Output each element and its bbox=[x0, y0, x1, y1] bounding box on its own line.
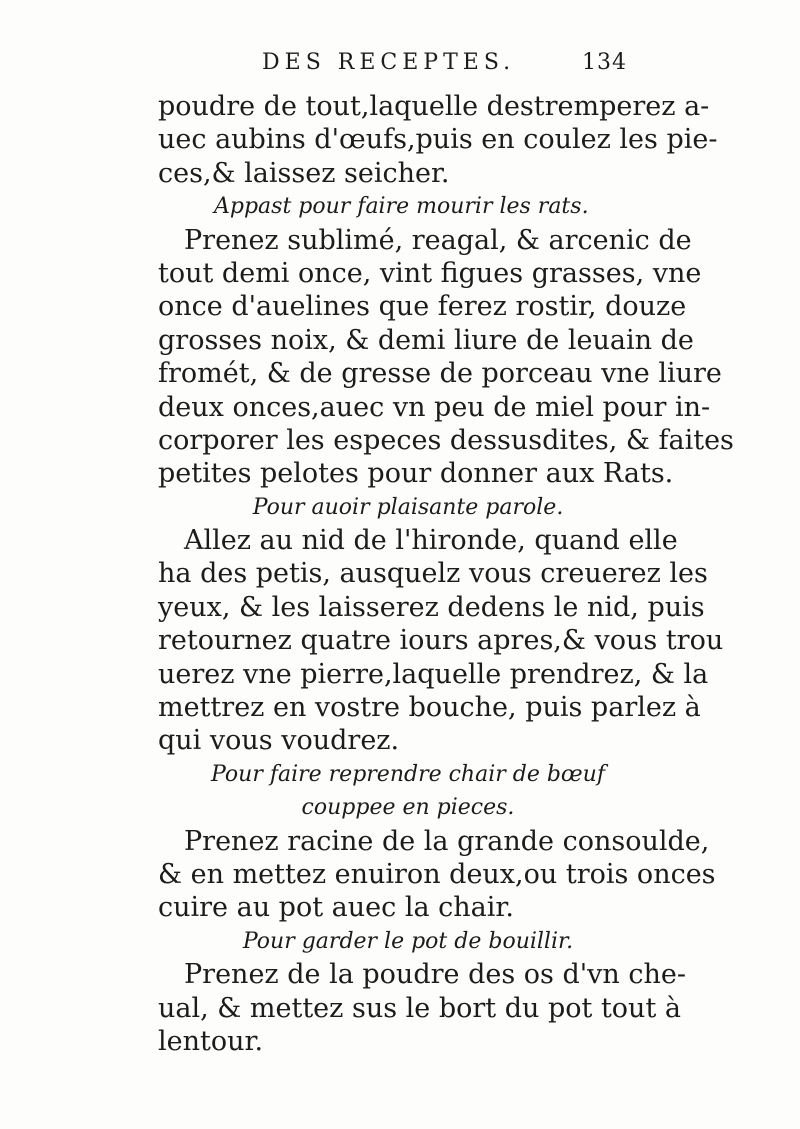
text-line: fromét, & de gresse de porceau vne liure bbox=[158, 358, 722, 390]
text-line: uerez vne pierre,laquelle prendrez, & la bbox=[158, 658, 709, 690]
running-head-title: DES RECEPTES. bbox=[262, 50, 516, 75]
recipe-heading-continued: couppee en pieces. bbox=[301, 795, 515, 821]
text-line: deux onces,auec vn peu de miel pour in- bbox=[158, 391, 711, 423]
text-line: retournez quatre iours apres,& vous trou bbox=[158, 625, 724, 657]
text-line: poudre de tout,laquelle destremperez a- bbox=[158, 91, 710, 122]
text-line: corporer les especes dessusdites, & faites bbox=[158, 424, 734, 456]
text-line: grosses noix, & demi liure de leuain de bbox=[158, 324, 694, 356]
recipe-heading: Appast pour faire mourir les rats. bbox=[214, 194, 589, 220]
text-line: ces,& laissez seicher. bbox=[158, 157, 450, 189]
text-line: cuire au pot auec la chair. bbox=[158, 892, 514, 924]
text-line: once d'auelines que ferez rostir, douze bbox=[158, 291, 687, 323]
text-line: uec aubins d'œufs,puis en coulez les pie- bbox=[158, 124, 718, 156]
text-line: ha des petis, ausquelz vous creuerez les bbox=[158, 558, 708, 590]
text-line: Prenez racine de la grande consoulde, bbox=[184, 825, 710, 857]
text-line: lentour. bbox=[158, 1025, 264, 1057]
text-line: & en mettez enuiron deux,ou trois onces bbox=[158, 858, 716, 890]
body-text bbox=[158, 90, 734, 1058]
running-head bbox=[262, 50, 662, 86]
text-line: Prenez sublimé, reagal, & arcenic de bbox=[184, 224, 692, 256]
recipe-heading: Pour auoir plaisante parole. bbox=[252, 494, 564, 520]
text-line: Allez au nid de l'hironde, quand elle bbox=[184, 525, 678, 557]
text-line: petites pelotes pour donner aux Rats. bbox=[158, 458, 674, 490]
text-line: ual, & mettez sus le bort du pot tout à bbox=[158, 992, 681, 1024]
page-number: 134 bbox=[582, 50, 627, 75]
text-line: yeux, & les laisserez dedens le nid, puis bbox=[158, 591, 705, 623]
text-line: tout demi once, vint figues grasses, vne bbox=[158, 257, 702, 289]
text-line: Prenez de la poudre des os d'vn che- bbox=[184, 959, 687, 991]
recipe-heading: Pour faire reprendre chair de bœuf bbox=[211, 761, 605, 787]
text-line: mettrez en vostre bouche, puis parlez à bbox=[158, 692, 701, 724]
recipe-heading: Pour garder le pot de bouillir. bbox=[242, 928, 574, 954]
text-line: qui vous voudrez. bbox=[158, 725, 400, 757]
